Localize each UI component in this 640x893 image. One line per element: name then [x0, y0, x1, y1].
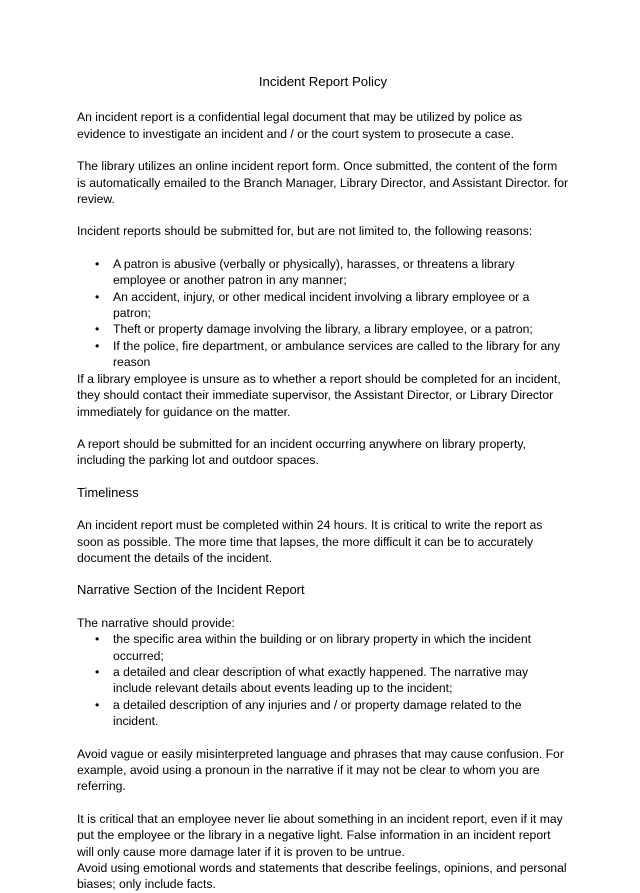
narrative-intro-paragraph: The narrative should provide: [77, 615, 235, 630]
never-lie-paragraph: It is critical that an employee never lie about something in an incident report, even if it may put the employee or the library in a negative light. False information in an incident report will only cause more damage later if it is proven to be untrue. [77, 811, 563, 859]
list-item: • If the police, fire department, or ambulance services are called to the library for any reason [113, 338, 569, 371]
narrative-list [77, 631, 569, 729]
list-item: • Theft or property damage involving the library, a library employee, or a patron; [113, 321, 569, 337]
list-item: • a detailed and clear description of what exactly happened. The narrative may include relevant details about events leading up to the incident; [113, 664, 569, 697]
reasons-list [77, 256, 569, 371]
narrative-heading: Narrative Section of the Incident Report [77, 582, 305, 598]
document-body [77, 74, 569, 893]
list-item: • An accident, injury, or other medical incident involving a library employee or a patron; [113, 289, 569, 322]
online-form-paragraph: The library utilizes an online incident report form. Once submitted, the content of the form is automatically emailed to the Branch Manager, Library Director, and Assistant Director. for review. [77, 159, 569, 207]
list-item: • A patron is abusive (verbally or physically), harasses, or threatens a library employee or another patron in any manner; [113, 256, 569, 289]
intro-paragraph: An incident report is a confidential legal document that may be utilized by police as evidence to investigate an incident and / or the court system to prosecute a case. [77, 110, 523, 141]
page-title: Incident Report Policy [258, 74, 388, 89]
unsure-paragraph: If a library employee is unsure as to whether a report should be completed for an incident, they should contact their immediate supervisor, the Assistant Director, or Library Director immediately for guidance on the matter. [77, 371, 561, 419]
timeliness-heading: Timeliness [77, 484, 139, 500]
timeliness-paragraph: An incident report must be completed within 24 hours. It is critical to write the report as soon as possible. The more time that lapses, the more difficult it can be to accurately document the details of the incident. [77, 518, 543, 565]
list-item: • a detailed description of any injuries and / or property damage related to the incident. [113, 697, 569, 730]
list-item: • the specific area within the building or on library property in which the incident occurred; [113, 631, 569, 664]
reasons-intro-paragraph: Incident reports should be submitted for, but are not limited to, the following reasons: [77, 224, 533, 239]
anywhere-paragraph: A report should be submitted for an incident occurring anywhere on library property, including the parking lot and outdoor spaces. [77, 436, 526, 468]
avoid-emotional-paragraph: Avoid using emotional words and statements that describe feelings, opinions, and personal biases; only include facts. [77, 861, 567, 892]
avoid-vague-paragraph: Avoid vague or easily misinterpreted language and phrases that may cause confusion. For example, avoid using a pronoun in the narrative if it may not be clear to whom you are referring. [77, 746, 564, 794]
